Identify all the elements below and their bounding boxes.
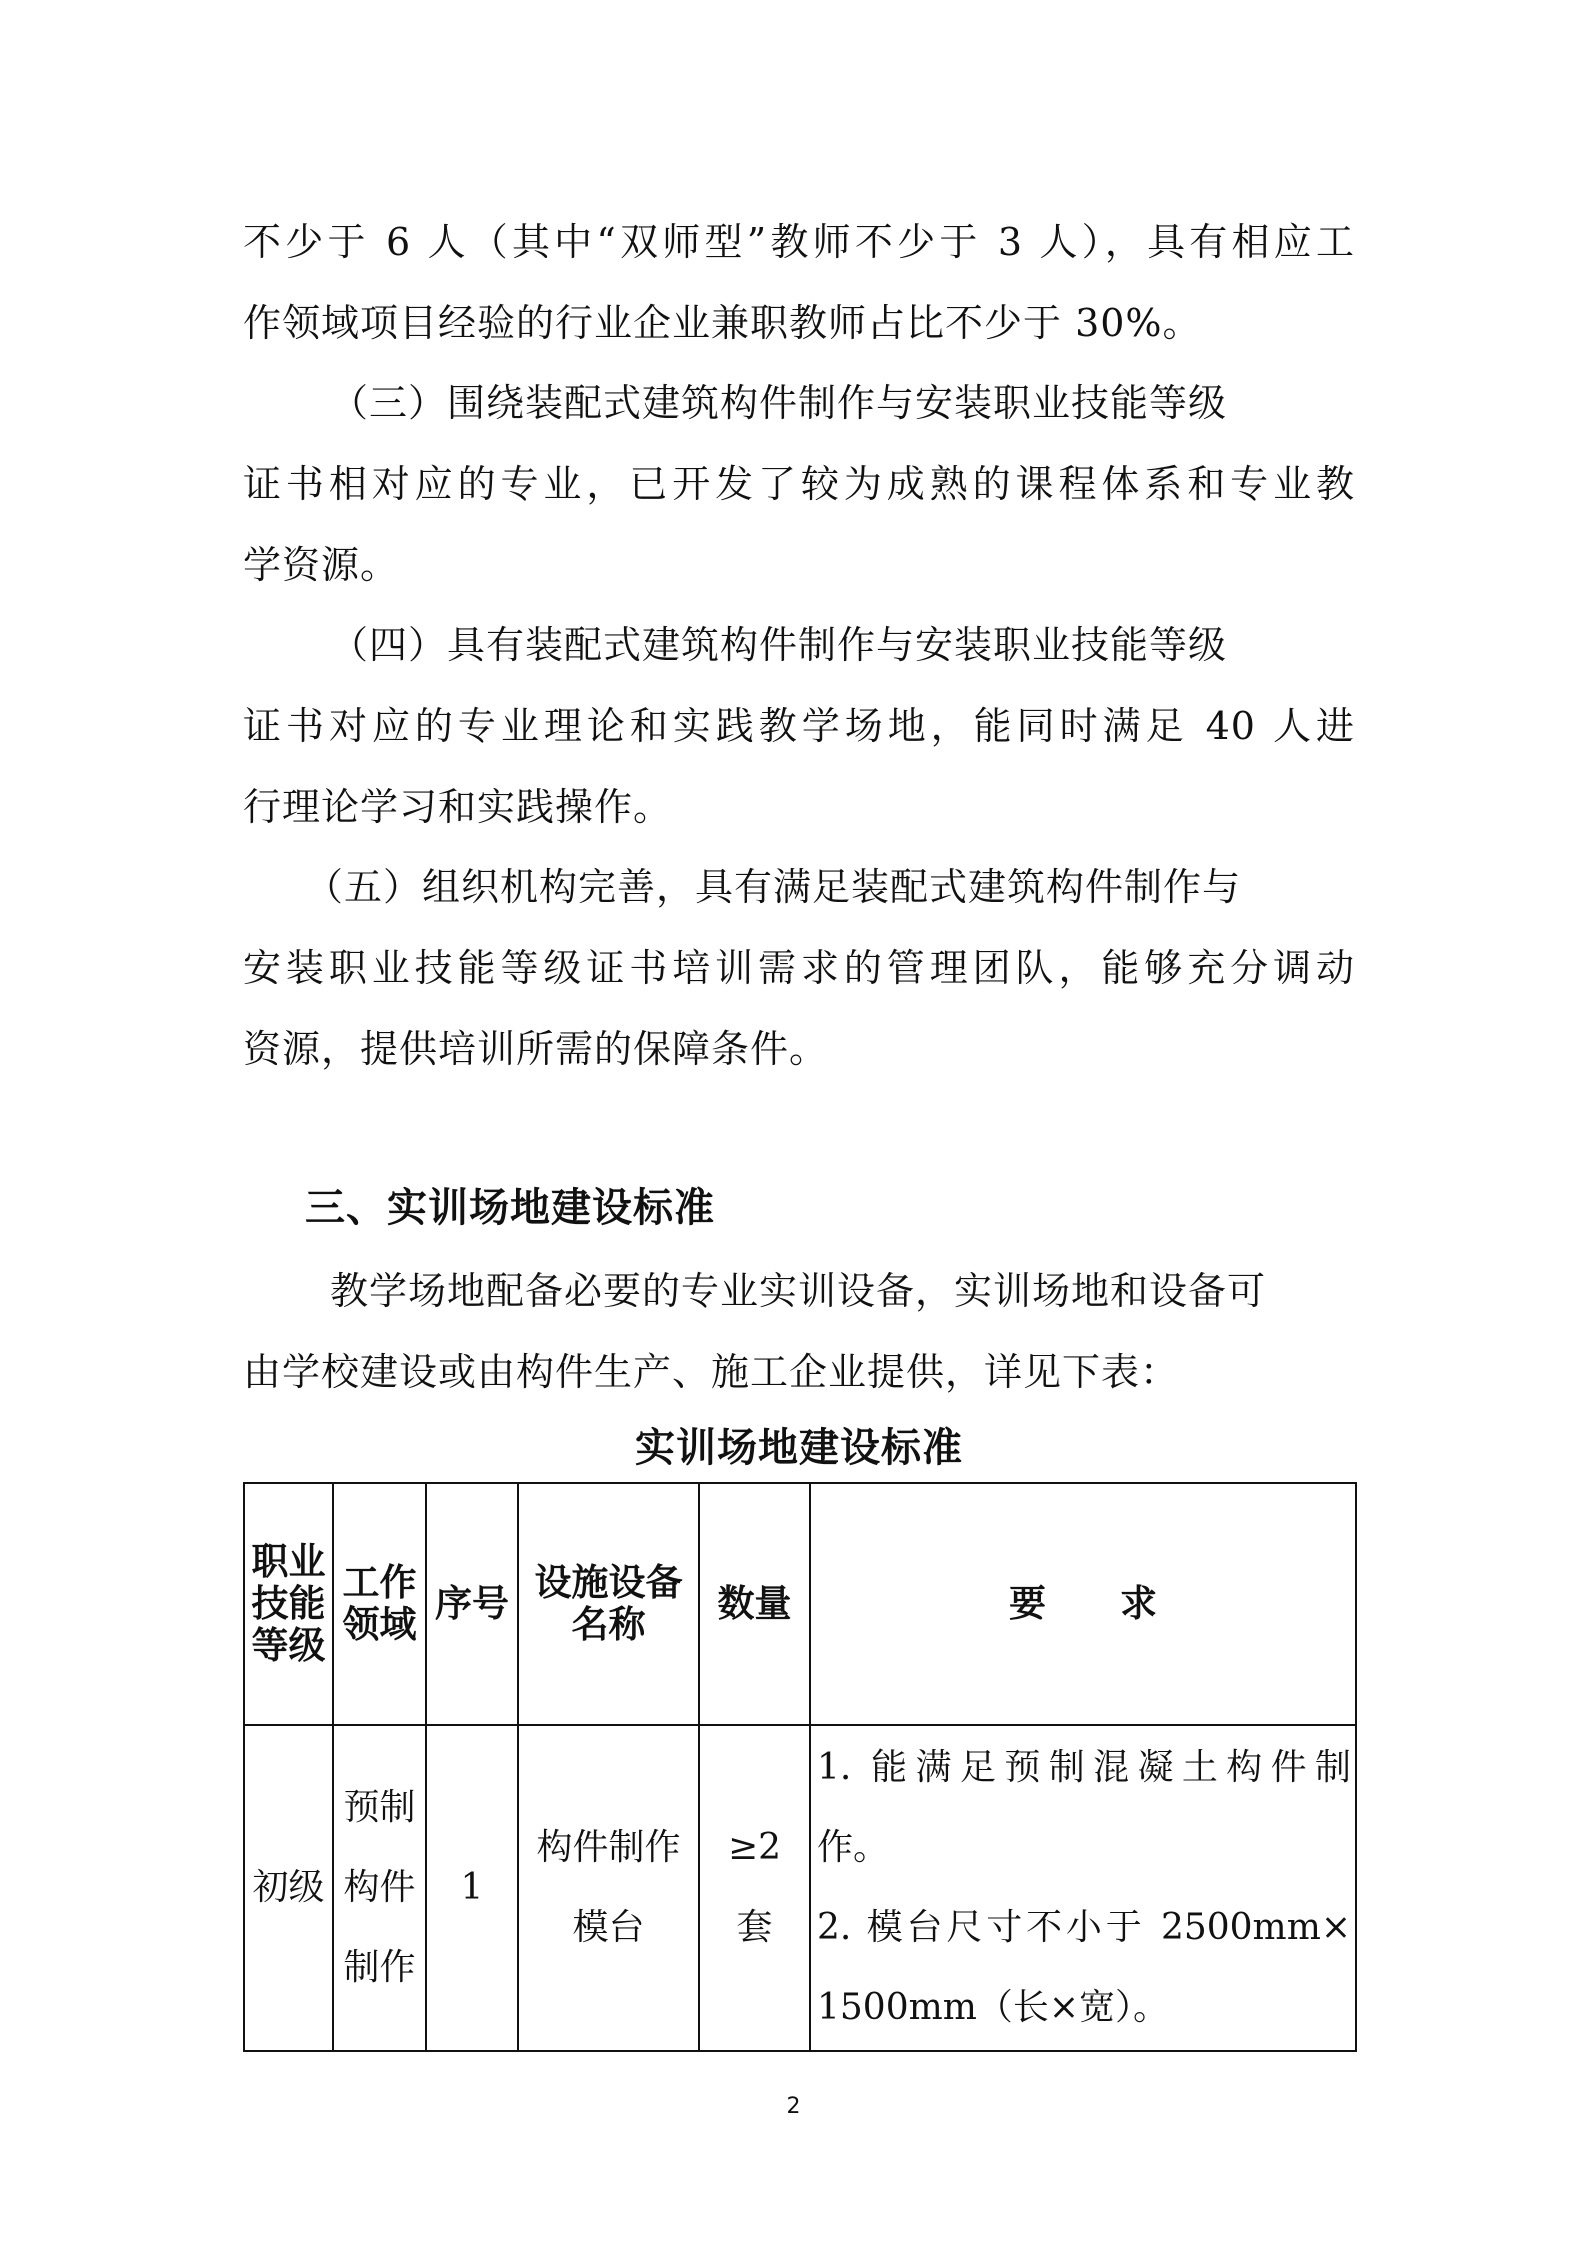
paragraph-line: 证书相对应的专业，已开发了较为成熟的课程体系和专业教 [243,462,1355,506]
header-text: 领域 [342,1603,417,1646]
paragraph-line: 资源，提供培训所需的保障条件。 [243,1027,829,1071]
section-heading: 三、实训场地建设标准 [305,1185,715,1231]
cell-equipment-name [518,1725,699,2051]
header-skill-level [244,1483,333,1725]
requirement-line: 1. 能满足预制混凝土构件制 [817,1747,1351,1788]
paragraph-line: 安装职业技能等级证书培训需求的管理团队，能够充分调动 [243,946,1355,990]
requirements-table [243,1482,1357,2052]
header-text: 工作 [342,1561,417,1604]
paragraph-line: 证书对应的专业理论和实践教学场地，能同时满足 40 人进 [243,704,1355,748]
header-text: 设施设备 [534,1561,683,1604]
header-text: 等级 [251,1624,326,1667]
cell-index: 1 [426,1725,518,2051]
cell-text: 制作 [343,1947,416,1988]
cell-quantity [699,1725,810,2051]
cell-text: 构件制作 [536,1827,681,1868]
page-number: 2 [786,2094,801,2119]
cell-text: 套 [736,1907,773,1948]
paragraph-line: （四）具有装配式建筑构件制作与安装职业技能等级 [330,623,1228,667]
header-text: 技能 [251,1582,326,1625]
cell-text: ≥2 [727,1827,782,1868]
header-text: 职业 [251,1540,326,1583]
header-index: 序号 [426,1483,518,1725]
requirement-line: 作。 [817,1827,890,1868]
table-header-row [244,1483,1356,1725]
header-text: 名称 [571,1603,646,1646]
paragraph-line: 行理论学习和实践操作。 [243,785,673,829]
paragraph-line: 学资源。 [243,543,400,587]
paragraph-line: 作领域项目经验的行业企业兼职教师占比不少于 30%。 [243,301,1202,345]
table-row [244,1725,1356,2051]
requirement-line: 1500mm（长×宽）。 [817,1987,1170,2028]
header-work-field [333,1483,426,1725]
cell-text: 模台 [572,1907,645,1948]
paragraph-line: （五）组织机构完善，具有满足装配式建筑构件制作与 [305,865,1242,909]
table-title: 实训场地建设标准 [635,1425,963,1471]
intro-line: 由学校建设或由构件生产、施工企业提供，详见下表： [243,1350,1180,1394]
header-requirement: 要 求 [810,1483,1356,1725]
cell-work-field [333,1725,426,2051]
paragraph-line: （三）围绕装配式建筑构件制作与安装职业技能等级 [330,381,1228,425]
cell-skill-level: 初级 [244,1725,333,2051]
cell-text: 预制 [343,1787,416,1828]
paragraph-line: 不少于 6 人（其中“双师型”教师不少于 3 人），具有相应工 [243,220,1355,264]
requirement-line: 2. 模台尺寸不小于 2500mm× [817,1907,1351,1948]
cell-text: 构件 [343,1867,416,1908]
header-quantity: 数量 [699,1483,810,1725]
intro-line: 教学场地配备必要的专业实训设备，实训场地和设备可 [330,1269,1267,1313]
cell-requirement [810,1725,1356,2051]
header-equipment-name [518,1483,699,1725]
